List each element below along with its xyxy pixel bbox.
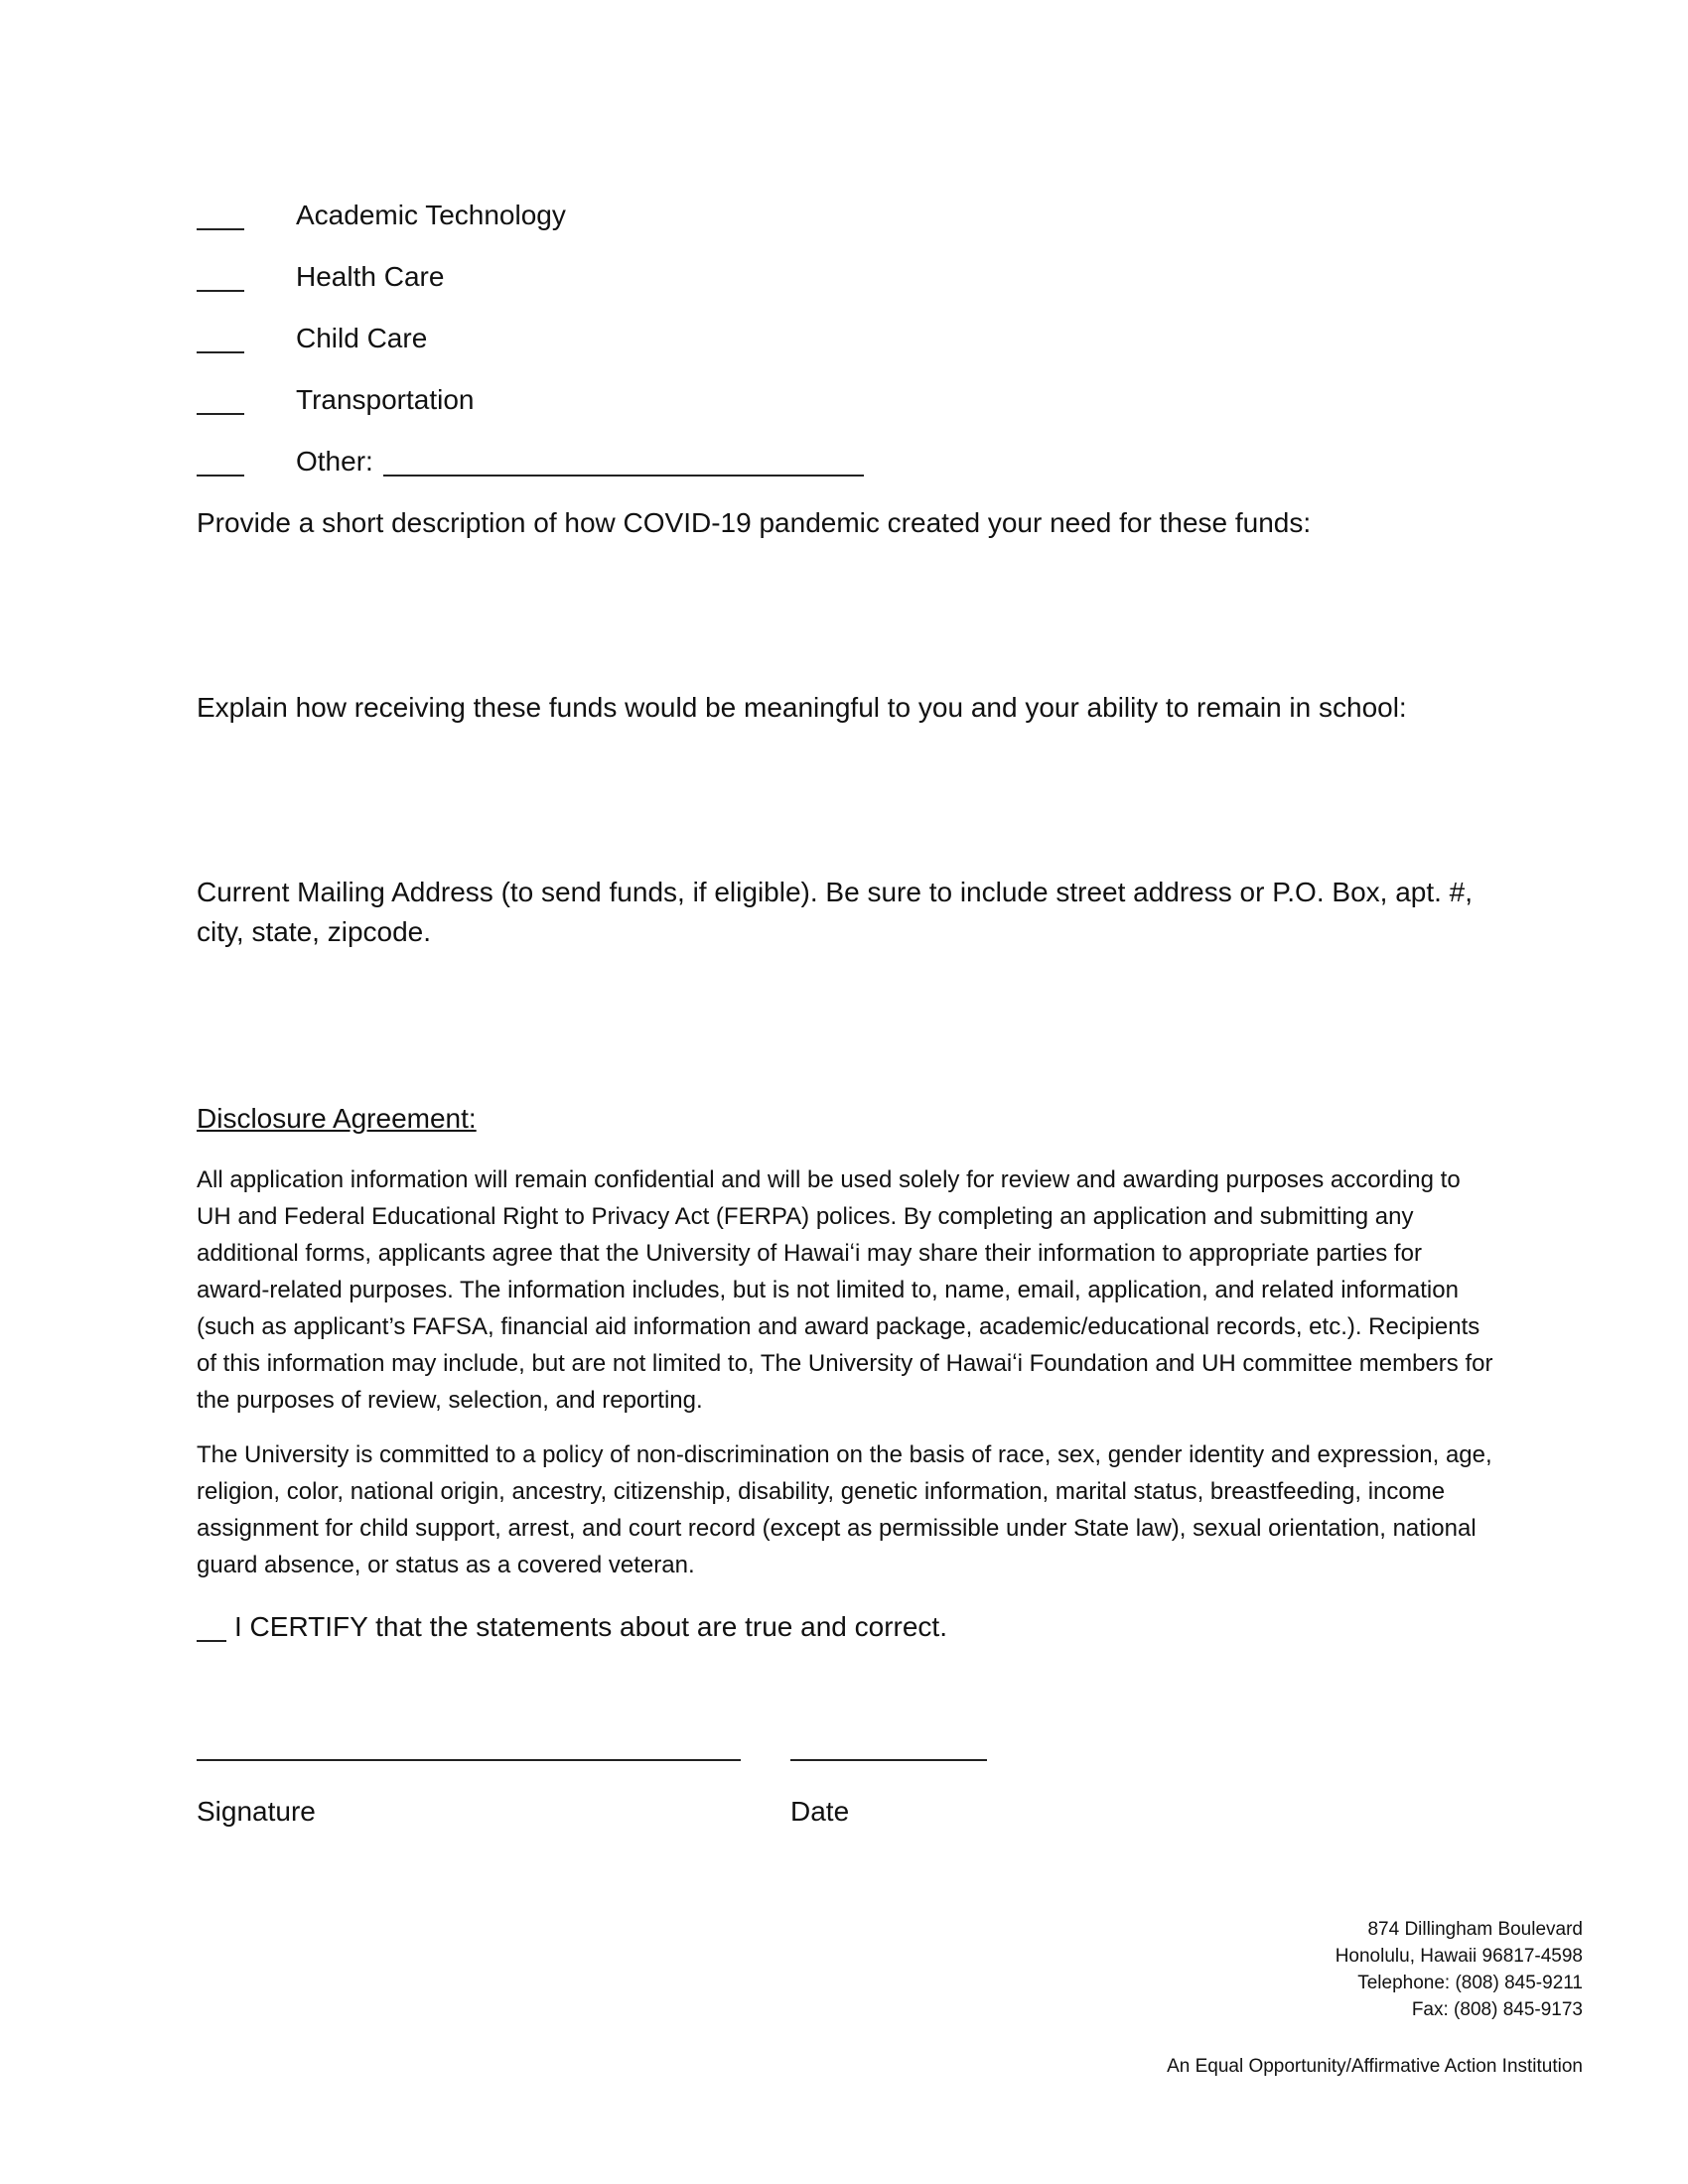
mailing-address-question-cont: city, state, zipcode. [197,916,432,947]
checkbox-blank-academic-technology[interactable] [197,228,244,230]
other-input-line[interactable] [383,475,864,477]
mailing-address-answer-area[interactable] [197,959,1487,1078]
meaningful-answer-area[interactable] [197,733,1487,862]
checkbox-blank-other[interactable] [197,475,244,477]
date-label: Date [790,1796,850,1827]
certify-statement: I CERTIFY that the statements about are true and correct. [234,1611,947,1642]
certify-checkbox-blank[interactable] [197,1640,226,1642]
footer-street: 874 Dillingham Boulevard [1367,1919,1583,1940]
disclosure-paragraph-2: The University is committed to a policy of non-discrimination on the basis of race, sex, gender identity and expression, age, religion, color, national origin, ancestry, citizenship, disability, genetic information, marital status, breastfeeding, income assignment for child support, arrest, and court record (except as permissible under State law), sexual orientation, national guard absence, or status as a covered veteran. [197,1441,1492,1578]
checkbox-blank-health-care[interactable] [197,290,244,292]
checklist-item-health-care: Health Care [296,261,445,292]
checklist-item-academic-technology: Academic Technology [296,200,566,230]
footer-address-block [1336,1916,1583,2023]
checklist-item-child-care: Child Care [296,323,428,353]
checkbox-blank-child-care[interactable] [197,351,244,353]
meaningful-question: Explain how receiving these funds would be meaningful to you and your ability to remain in school: [197,692,1407,723]
mailing-address-question: Current Mailing Address (to send funds, if eligible). Be sure to include street address or P.O. Box, apt. #, [197,877,1474,907]
checkbox-blank-transportation[interactable] [197,413,244,415]
checklist-item-transportation: Transportation [296,384,475,415]
covid-need-question: Provide a short description of how COVID-19 pandemic created your need for these funds: [197,507,1312,538]
footer-eeo-statement: An Equal Opportunity/Affirmative Action Institution [1167,2056,1583,2077]
covid-need-answer-area[interactable] [197,548,1487,677]
checklist-item-other: Other: [296,446,373,477]
signature-line[interactable] [197,1759,741,1761]
disclosure-heading: Disclosure Agreement: [197,1103,477,1134]
footer-telephone: Telephone: (808) 845-9211 [1357,1973,1583,1993]
footer-city: Honolulu, Hawaii 96817-4598 [1335,1946,1583,1967]
date-line[interactable] [790,1759,987,1761]
footer-fax: Fax: (808) 845-9173 [1411,1999,1583,2020]
signature-label: Signature [197,1796,316,1827]
disclosure-paragraph-1: All application information will remain confidential and will be used solely for review and awarding purposes according to UH and Federal Educational Right to Privacy Act (FERPA) polices. By completing an application and submitting any additional forms, applicants agree that the University of Hawaiʻi may share their information to appropriate parties for award-related purposes. The information includes, but is not limited to, name, email, application, and related information (such as applicant’s FAFSA, financial aid information and award package, academic/educational records, etc.). Recipients of this information may include, but are not limited to, The University of Hawaiʻi Foundation and UH committee members for the purposes of review, selection, and reporting. [197,1166,1493,1414]
